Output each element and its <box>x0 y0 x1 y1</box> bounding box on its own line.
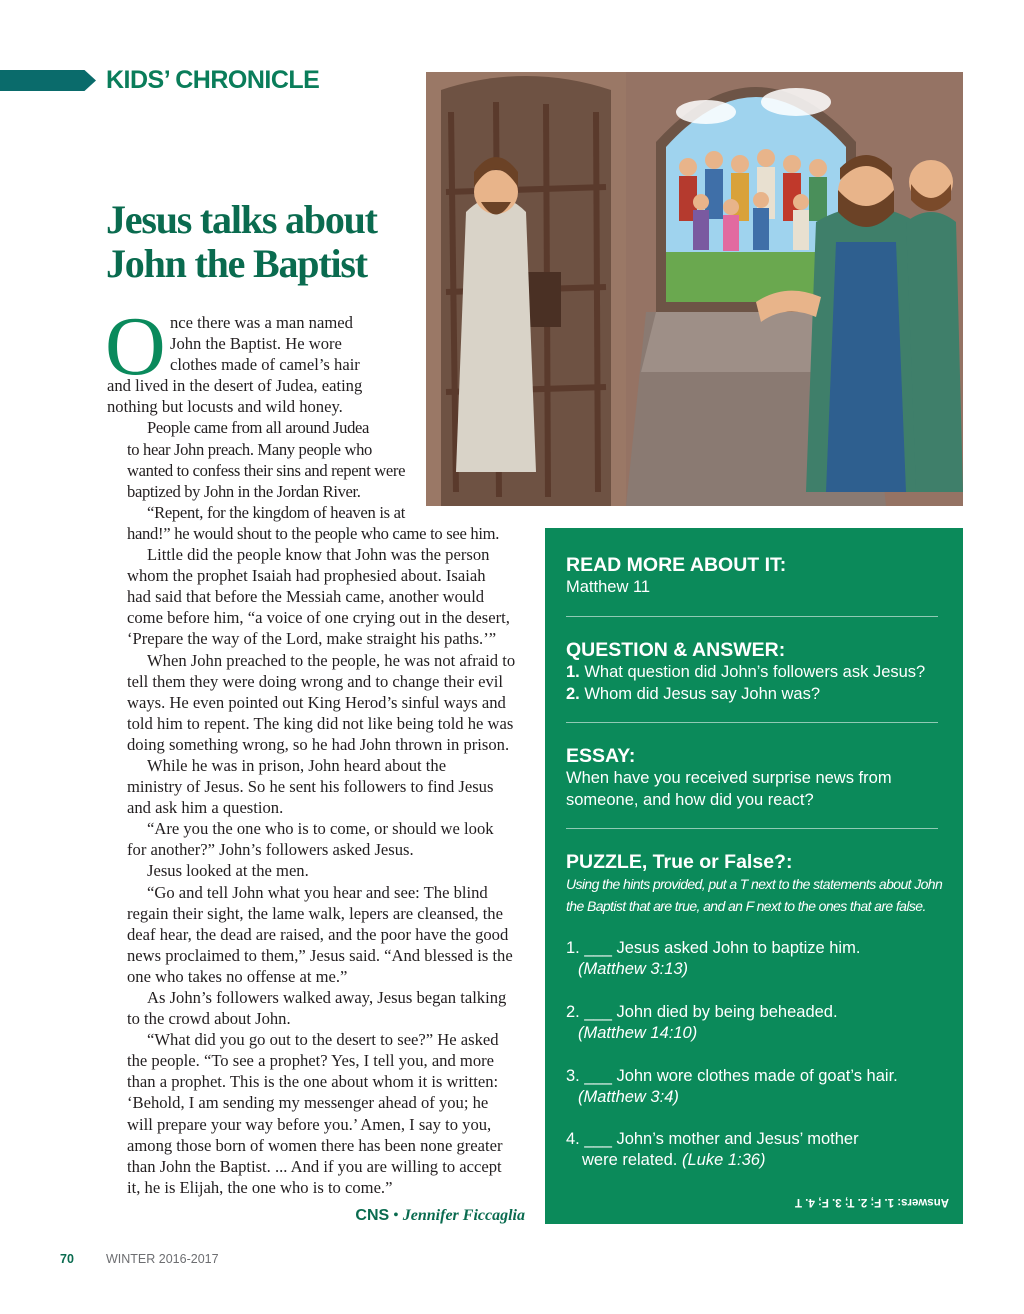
puzzle-item <box>566 1002 838 1044</box>
puzzle-instructions <box>566 874 942 917</box>
puzzle-hint: (Matthew 3:13) <box>578 960 689 978</box>
title-line: John the Baptist <box>106 241 367 286</box>
paragraph <box>107 860 527 881</box>
puzzle-item <box>566 1066 898 1108</box>
text-line: the people. “To see a prophet? Yes, I tell you, and more <box>127 1051 495 1071</box>
text-line: it, he is Elijah, the one who is to come.” <box>127 1177 393 1197</box>
puzzle-statement: 1. ___ Jesus asked John to baptize him. <box>566 939 861 957</box>
text-line: When John preached to the people, he was not afraid to <box>147 650 516 670</box>
text-line: and lived in the desert of Judea, eating <box>107 376 363 396</box>
text-line: told him to repent. The king did not like being told he was <box>127 713 514 733</box>
divider <box>566 828 938 829</box>
read-more-heading: READ MORE ABOUT IT: <box>566 554 787 576</box>
drop-cap: O <box>105 300 166 393</box>
text-line: for another?” John’s followers asked Jesus. <box>127 840 414 860</box>
essay-line: someone, and how did you react? <box>566 790 814 809</box>
page-number: 70 <box>60 1252 74 1266</box>
text-line: Jesus looked at the men. <box>147 861 309 881</box>
essay-prompt <box>566 768 892 811</box>
puzzle-hint: (Luke 1:36) <box>681 1151 766 1169</box>
paragraph <box>107 987 527 1029</box>
text-line: “Repent, for the kingdom of heaven is at <box>147 502 406 522</box>
text-line: come before him, “a voice of one crying out in the desert, <box>127 608 510 628</box>
paragraph <box>107 544 527 649</box>
puzzle-statement-tail: were related. <box>582 1151 682 1169</box>
paragraph <box>107 502 527 544</box>
essay-line: When have you received surprise news from <box>566 769 892 787</box>
text-line: had said that before the Messiah came, another would <box>127 587 485 607</box>
qa-question-text: Whom did Jesus say John was? <box>579 685 821 703</box>
text-line: among those born of women there has been none greater <box>127 1135 503 1155</box>
puzzle-item <box>566 1129 859 1171</box>
text-line: will prepare your way before you.’ Amen, I say to you, <box>127 1114 492 1134</box>
text-line: news proclaimed to them,” Jesus said. “And blessed is the <box>127 945 513 965</box>
text-line: People came from all around Judea <box>147 418 370 438</box>
text-line: wanted to confess their sins and repent were <box>127 460 406 480</box>
text-line: than John the Baptist. ... And if you are willing to accept <box>127 1156 502 1176</box>
activity-sidebar <box>545 528 963 1224</box>
text-line: “What did you go out to the desert to see?” He asked <box>147 1030 499 1050</box>
byline <box>355 1207 525 1225</box>
text-line: nce there was a man named <box>170 313 353 332</box>
text-line: tell them they were doing wrong and to change their evil <box>127 671 504 691</box>
text-line: nothing but locusts and wild honey. <box>107 397 343 417</box>
text-line: to hear John preach. Many people who <box>127 439 372 459</box>
text-line: “Are you the one who is to come, or should we look <box>147 819 494 839</box>
byline-separator: • <box>389 1207 403 1224</box>
instruction-line: the Baptist that are true, and an F next to the ones that are false. <box>566 897 926 914</box>
paragraph <box>107 1029 527 1198</box>
text-line: Little did the people know that John was the person <box>147 545 490 565</box>
text-line: ways. He even pointed out King Herod’s sinful ways and <box>127 692 506 712</box>
answers-upside-down: Answers: 1. F; 2. T; 3. F; 4. T <box>794 1196 949 1208</box>
byline-author: Jennifer Ficcaglia <box>402 1207 525 1224</box>
puzzle-hint: (Matthew 14:10) <box>578 1024 698 1042</box>
essay-heading: ESSAY: <box>566 745 636 767</box>
text-line: to the crowd about John. <box>127 1009 291 1029</box>
instruction-line: Using the hints provided, put a T next to the statements about John <box>566 876 943 892</box>
puzzle-item <box>566 938 860 980</box>
qa-question-number: 2. <box>566 685 580 703</box>
paragraph <box>107 755 527 818</box>
title-line: Jesus talks about <box>106 197 377 242</box>
qa-question-1 <box>566 662 925 684</box>
qa-question-2 <box>566 684 820 706</box>
text-line: ‘Behold, I am sending my messenger ahead of you; he <box>127 1093 489 1113</box>
read-more-text: Matthew 11 <box>566 578 651 596</box>
puzzle-heading: PUZZLE, True or False?: <box>566 851 793 873</box>
text-line: and ask him a question. <box>127 798 284 818</box>
text-line: deaf hear, the dead are raised, and the poor have the good <box>127 924 509 944</box>
paragraph <box>107 650 527 755</box>
text-line: ‘Prepare the way of the Lord, make straight his paths.’” <box>127 629 497 649</box>
puzzle-hint: (Matthew 3:4) <box>578 1088 679 1106</box>
article-body <box>105 300 527 1198</box>
text-line: regain their sight, the lame walk, lepers are cleansed, the <box>127 903 503 923</box>
paragraph <box>107 417 527 501</box>
text-line: ministry of Jesus. So he sent his followers to find Jesus <box>127 777 494 797</box>
text-line: clothes made of camel’s hair <box>170 355 360 375</box>
text-line: than a prophet. This is the one about whom it is written: <box>127 1072 499 1092</box>
text-line: one who takes no offense at me.” <box>127 966 348 986</box>
divider <box>566 722 938 723</box>
puzzle-statement: 3. ___ John wore clothes made of goat’s hair. <box>566 1067 898 1085</box>
puzzle-statement: 2. ___ John died by being beheaded. <box>566 1003 838 1021</box>
puzzle-statement: 4. ___ John’s mother and Jesus’ mother <box>566 1130 859 1148</box>
paragraph <box>107 818 527 860</box>
puzzle-statement-continued <box>566 1150 859 1171</box>
section-header-bar <box>0 70 96 91</box>
text-line: “Go and tell John what you hear and see: The blind <box>147 882 488 902</box>
text-line: John the Baptist. He wore <box>170 334 342 354</box>
qa-heading: QUESTION & ANSWER: <box>566 639 786 661</box>
text-line: hand!” he would shout to the people who came to see him. <box>127 523 500 543</box>
paragraph <box>105 300 527 417</box>
article-title <box>106 198 426 286</box>
text-line: baptized by John in the Jordan River. <box>127 481 361 501</box>
text-line: As John’s followers walked away, Jesus began talking <box>147 988 507 1007</box>
qa-question-text: What question did John’s followers ask Jesus? <box>579 663 926 681</box>
text-line: While he was in prison, John heard about the <box>147 755 447 775</box>
text-line: doing something wrong, so he had John thrown in prison. <box>127 734 510 754</box>
section-name: KIDS’ CHRONICLE <box>106 66 320 94</box>
byline-agency: CNS <box>355 1207 390 1224</box>
text-line: whom the prophet Isaiah had prophesied about. Isaiah <box>127 566 486 586</box>
qa-question-number: 1. <box>566 663 580 681</box>
paragraph <box>107 882 527 987</box>
divider <box>566 616 938 617</box>
issue-label: WINTER 2016-2017 <box>106 1252 219 1266</box>
